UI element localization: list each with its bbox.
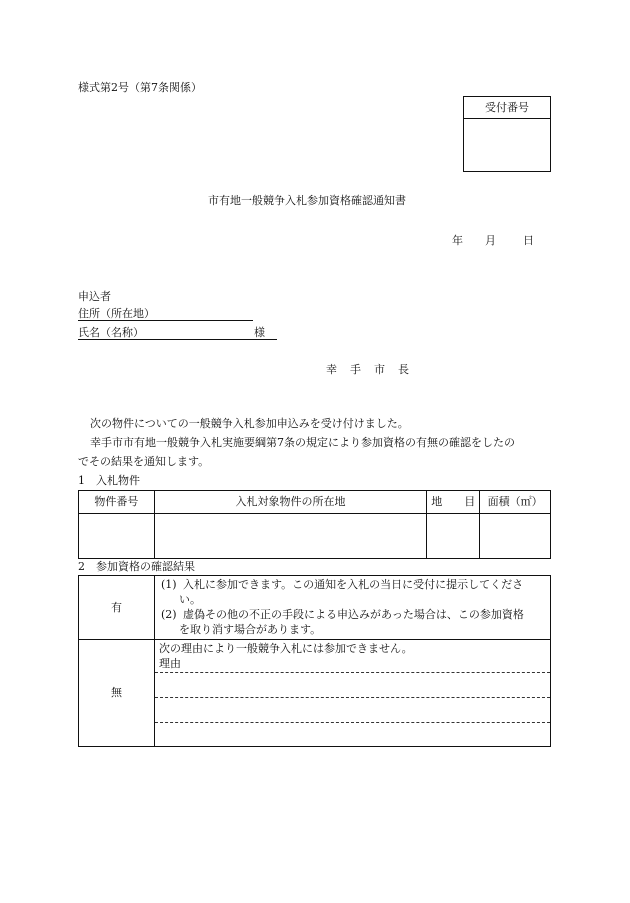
result-table: [78, 575, 551, 747]
col-property-location: 入札対象物件の所在地: [154, 491, 427, 514]
body-paragraph-2-line-2: でその結果を通知します。: [78, 455, 210, 468]
issuer: 幸 手 市 長: [326, 363, 410, 376]
yes-item-2-text-b: を取り消す場合があります。: [179, 623, 322, 636]
property-number-cell: [79, 514, 155, 559]
body-paragraph-2-line-1: 幸手市市有地一般競争入札実施要綱第7条の規定により参加資格の有無の確認をしたの: [90, 436, 515, 449]
form-id: 様式第2号（第7条関係）: [78, 81, 202, 94]
reason-line: [155, 697, 550, 723]
table-row: [79, 640, 551, 747]
yes-content: [155, 576, 551, 640]
date-day: 日: [523, 234, 534, 247]
section-2-title: 2 参加資格の確認結果: [78, 560, 195, 573]
reason-label: 理由: [159, 657, 181, 670]
no-content: [155, 640, 551, 747]
no-label: 無: [79, 640, 155, 747]
col-area: 面積（㎡）: [480, 491, 551, 514]
receipt-number-box: [463, 96, 551, 172]
table-row: [79, 576, 551, 640]
date-year: 年: [452, 234, 463, 247]
property-table: [78, 490, 551, 559]
yes-item-2-number: (2): [161, 608, 177, 621]
applicant-heading: 申込者: [78, 290, 111, 303]
yes-label: 有: [79, 576, 155, 640]
body-paragraph-1: 次の物件についての一般競争入札参加申込みを受け付けました。: [90, 417, 409, 430]
name-line: [78, 326, 277, 340]
area-cell: [480, 514, 551, 559]
table-row: [79, 514, 551, 559]
name-label: 氏名（名称）: [78, 326, 144, 339]
address-label: 住所（所在地）: [78, 307, 155, 320]
document-title: 市有地一般競争入札参加資格確認通知書: [208, 194, 406, 207]
no-reason-statement: 次の理由により一般競争入札には参加できません。: [159, 642, 413, 655]
yes-item-1-number: (1): [161, 578, 177, 591]
reason-divider-top: [155, 672, 550, 697]
honorific: 様: [254, 326, 265, 339]
property-location-cell: [154, 514, 427, 559]
section-1-title: 1 入札物件: [78, 474, 140, 487]
receipt-number-label: 受付番号: [464, 97, 550, 119]
date-month: 月: [485, 234, 496, 247]
yes-item-1-text-b: い。: [179, 593, 201, 606]
yes-item-1: [155, 577, 546, 607]
col-land-category: 地 目: [427, 491, 480, 514]
yes-item-1-text-a: 入札に参加できます。この通知を入札の当日に受付に提示してくださ: [183, 578, 524, 591]
land-category-cell: [427, 514, 480, 559]
reason-line: [155, 723, 550, 745]
yes-item-2: [155, 607, 546, 637]
address-line: [78, 307, 253, 321]
col-property-number: 物件番号: [79, 491, 155, 514]
yes-item-2-text-a: 虚偽その他の不正の手段による申込みがあった場合は、この参加資格: [183, 608, 524, 621]
